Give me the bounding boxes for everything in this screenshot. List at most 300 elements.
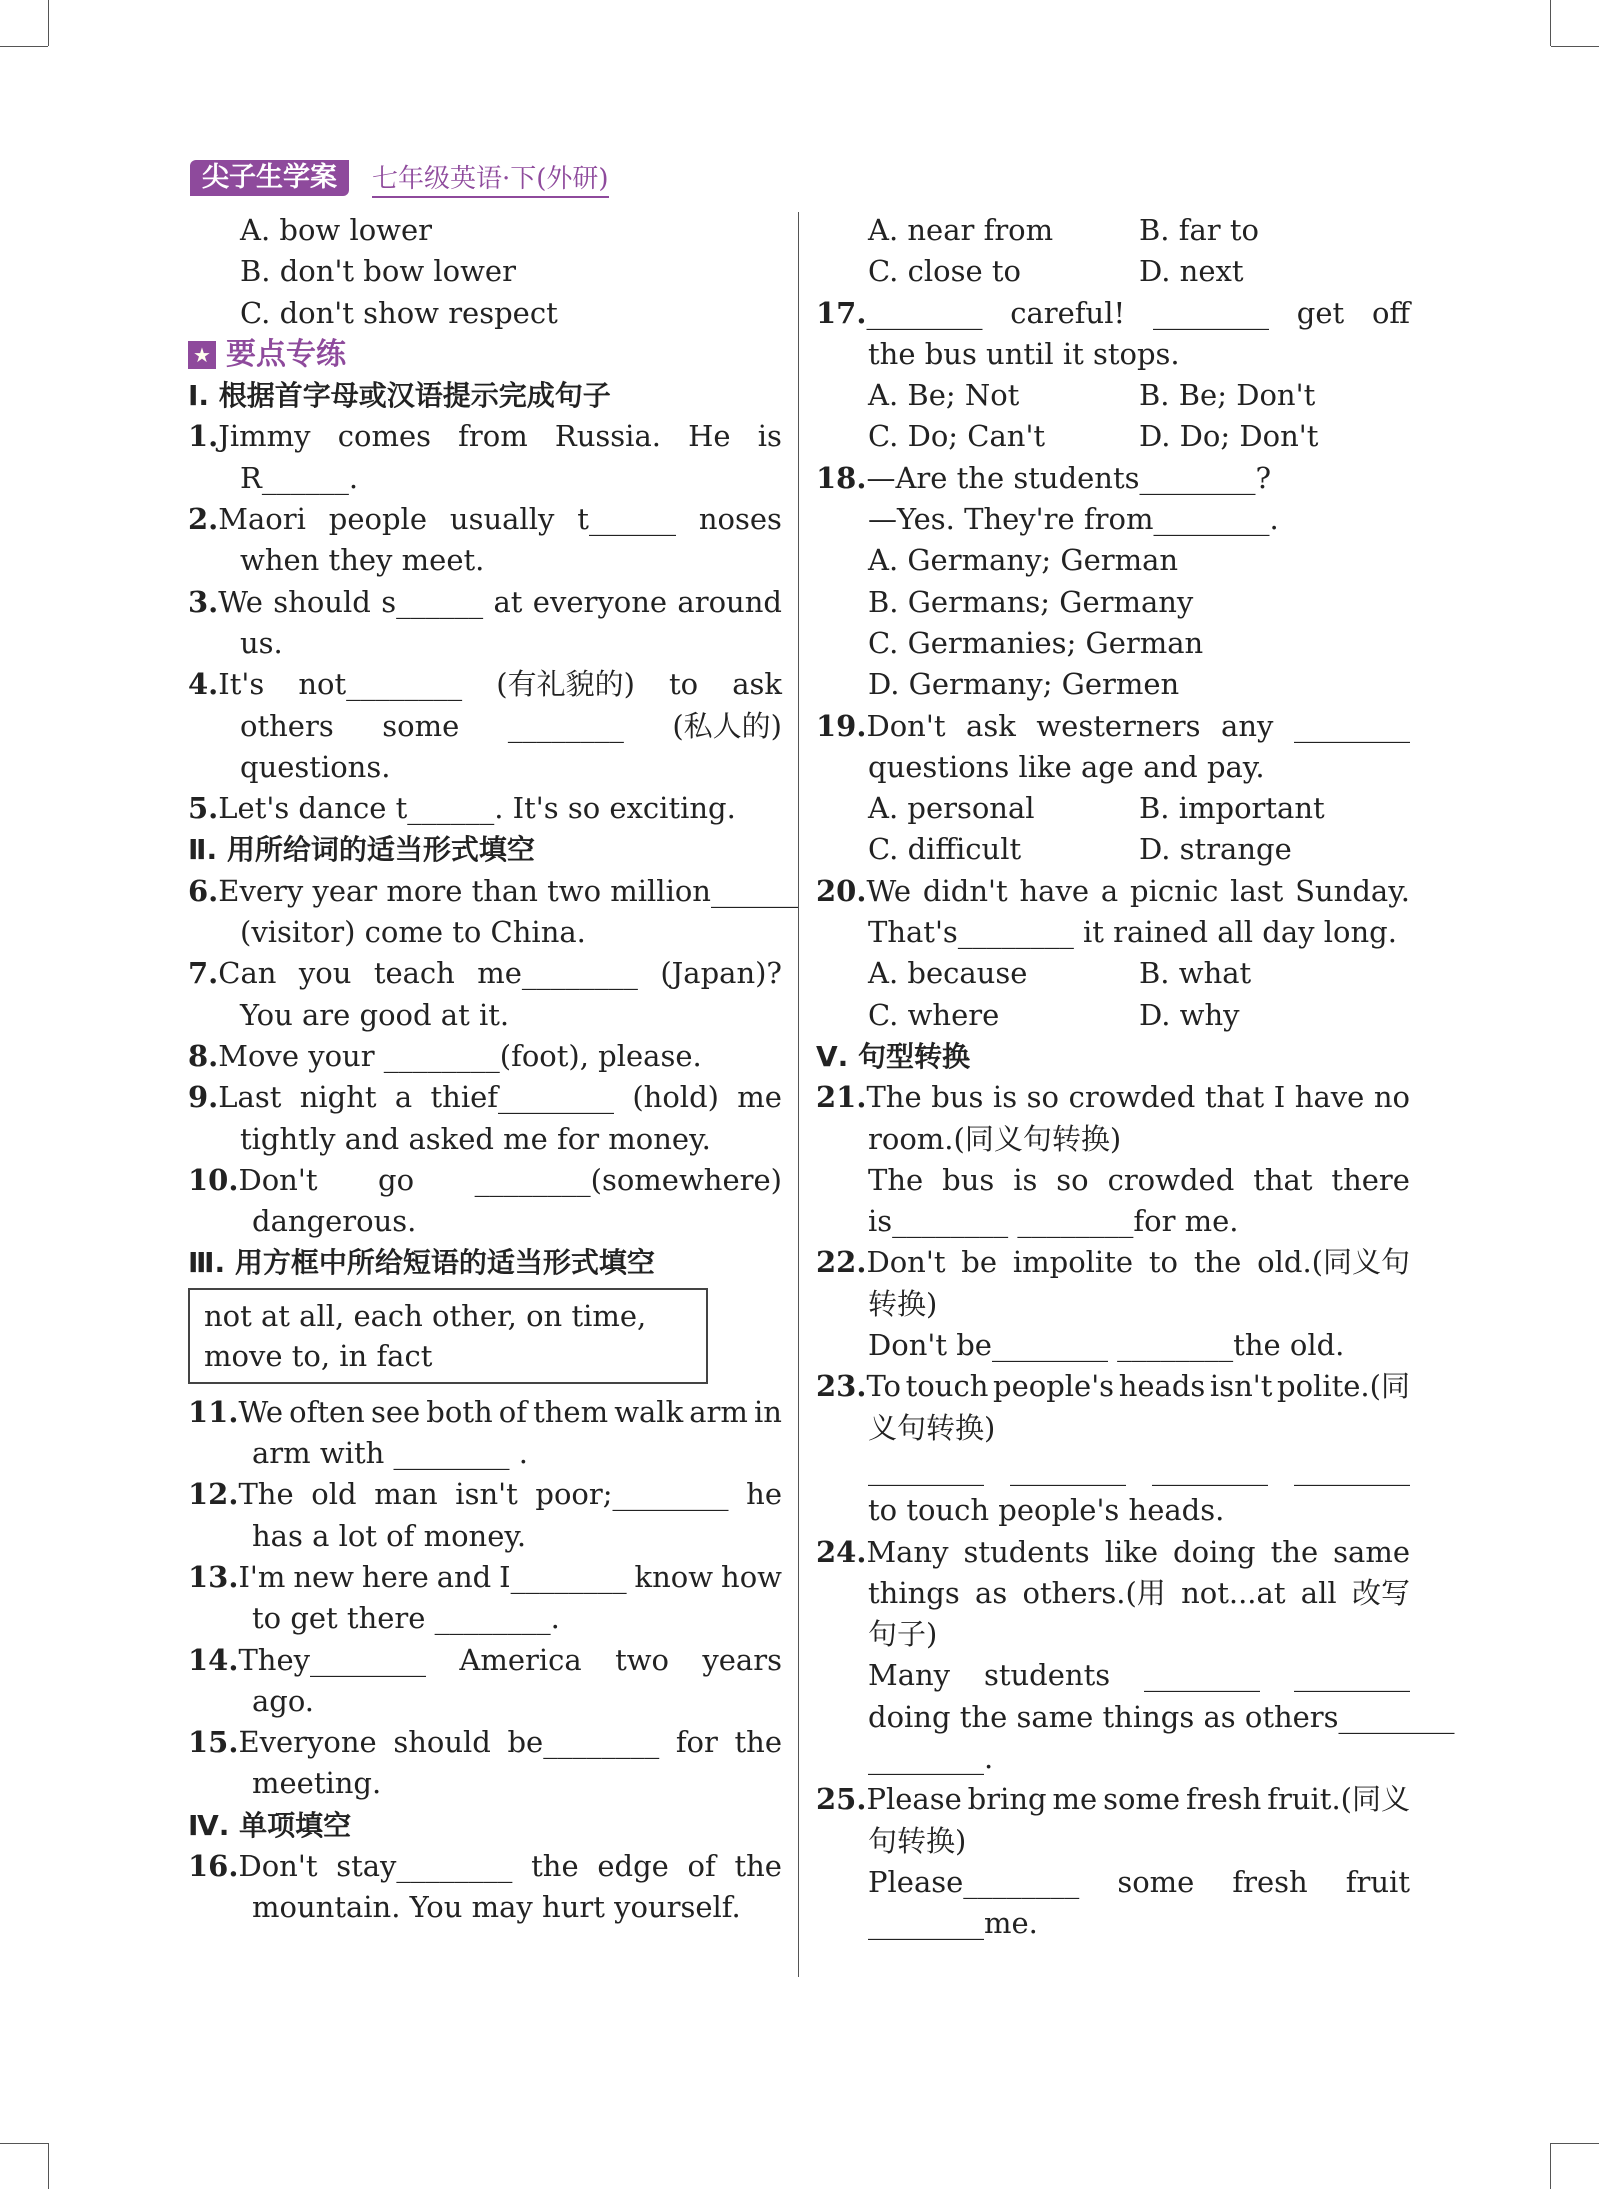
word: (Japan)? [660, 956, 782, 991]
word: Please________ [868, 1864, 1080, 1899]
question-line [188, 499, 782, 540]
word: The [238, 1477, 294, 1512]
option-a: C. close to [868, 254, 1021, 289]
question-line [188, 1557, 782, 1598]
question-number: 18. [816, 460, 867, 495]
text-line: to touch people's heads. [868, 1493, 1225, 1528]
book-series-badge: 尖子生学案 [190, 160, 349, 196]
key-practice-heading [188, 334, 782, 375]
text-line: 句转换) [868, 1823, 967, 1858]
question-line [188, 1640, 782, 1681]
word: ________ [1010, 1451, 1126, 1486]
option-b: B. what [1139, 956, 1252, 991]
question-number: 1. [188, 419, 219, 454]
word: me [1052, 1782, 1098, 1817]
option-row [816, 416, 1410, 457]
question-number: 19. [816, 708, 867, 743]
word: have [1294, 1080, 1365, 1115]
word: bring [967, 1782, 1047, 1817]
crop-mark [1550, 2143, 1551, 2189]
question-line [816, 1449, 1410, 1490]
option-b: B. Be; Don't [1139, 378, 1316, 413]
justified-words [238, 1392, 782, 1433]
word: poor;________ [535, 1477, 729, 1512]
question-number: 9. [188, 1080, 219, 1115]
text-line: D. Germany; Germen [868, 667, 1180, 702]
word: Maori [218, 502, 306, 537]
justified-words [218, 953, 782, 994]
question-number: 16. [188, 1848, 239, 1883]
word: last [1230, 873, 1284, 908]
text-line: mountain. You may hurt yourself. [252, 1890, 741, 1925]
phrase-box-line: move to, in fact [204, 1338, 433, 1373]
text-line: A. bow lower [240, 213, 433, 247]
question-number: 5. [188, 791, 219, 826]
word: Everyone [238, 1725, 377, 1760]
text-line: 转换) [868, 1286, 938, 1321]
text-line: You are good at it. [240, 997, 510, 1032]
question-line [816, 458, 1410, 499]
word: not________ [298, 667, 463, 702]
justified-words [866, 1077, 1410, 1118]
word: ________ [866, 295, 983, 330]
word: arm [689, 1394, 748, 1429]
word: isn't [455, 1477, 518, 1512]
justified-words [238, 1846, 782, 1887]
justified-words [240, 706, 782, 747]
text-line: us. [240, 625, 283, 660]
word: from [458, 419, 528, 454]
word: edge [597, 1848, 669, 1883]
word: off [1371, 295, 1410, 330]
justified-words [866, 871, 1410, 912]
question-number: 2. [188, 502, 219, 537]
word: We [866, 873, 912, 908]
text-line: R______. [240, 460, 359, 495]
word: I________ [499, 1559, 627, 1594]
word: ________ [868, 1451, 984, 1486]
word: that [1204, 1080, 1265, 1115]
word: is [1013, 1162, 1038, 1197]
word: often [289, 1394, 365, 1429]
question-number: 15. [188, 1725, 239, 1760]
word: see [370, 1394, 421, 1429]
word: I [1273, 1080, 1286, 1115]
word: should [273, 584, 371, 619]
option-row [816, 375, 1410, 416]
justified-words [868, 1862, 1410, 1903]
word: at [493, 584, 523, 619]
crop-mark [48, 0, 49, 46]
text-line: arm with ________ . [252, 1436, 528, 1471]
option-a: C. where [868, 997, 1000, 1032]
word: picnic [1130, 873, 1219, 908]
question-number: 4. [188, 667, 219, 702]
text-line: B. don't bow lower [240, 254, 516, 289]
justified-words [218, 582, 782, 623]
word: know [634, 1559, 714, 1594]
option-b: B. far to [1139, 213, 1259, 247]
word: here [361, 1559, 429, 1594]
word: heads [1118, 1369, 1206, 1404]
question-line [816, 1532, 1410, 1573]
word: old [311, 1477, 357, 1512]
word: usually [449, 502, 555, 537]
question-line [188, 871, 798, 912]
word: is [757, 419, 782, 454]
word: Can [218, 956, 277, 991]
justified-words [238, 1557, 782, 1598]
right-column [816, 210, 1455, 1944]
question-number: 21. [816, 1080, 867, 1115]
section-heading: Ⅰ. 根据首字母或汉语提示完成句子 [188, 379, 611, 413]
option-b: D. strange [1139, 832, 1292, 867]
word: ________ [1294, 1451, 1410, 1486]
section-heading: Ⅳ. 单项填空 [188, 1808, 352, 1842]
word: (hold) [632, 1080, 719, 1115]
word: thief________ [430, 1080, 615, 1115]
justified-words [866, 1242, 1410, 1283]
word: t______ [577, 502, 676, 537]
justified-words [866, 1366, 1410, 1407]
word: them [533, 1394, 609, 1429]
word: noses [698, 502, 782, 537]
option-a: A. because [868, 956, 1028, 991]
word: bus [931, 1080, 984, 1115]
section-heading: Ⅲ. 用方框中所给短语的适当形式填空 [188, 1246, 655, 1280]
book-subtitle: 七年级英语·下(外研) [372, 164, 609, 198]
word: They________ [238, 1642, 427, 1677]
key-practice-title: 要点专练 [226, 336, 346, 372]
word: (私人的) [672, 708, 782, 743]
word: I'm [238, 1559, 286, 1594]
question-number: 17. [816, 295, 867, 330]
question-number: 12. [188, 1477, 239, 1512]
word: go [378, 1162, 415, 1197]
question-number: 7. [188, 956, 219, 991]
word: ________ [1152, 295, 1269, 330]
word: Don't [866, 708, 946, 743]
word: stay________ [336, 1848, 513, 1883]
word: students [963, 1534, 1090, 1569]
word: no [1373, 1080, 1410, 1115]
word: Last [218, 1080, 282, 1115]
word: me [737, 1080, 782, 1115]
option-b: B. important [1139, 791, 1325, 826]
word: fruit [1345, 1864, 1410, 1899]
word: in [754, 1394, 782, 1429]
word: fresh [1186, 1782, 1262, 1817]
word: ________ [1152, 1451, 1268, 1486]
word: The [868, 1162, 924, 1197]
word: should [393, 1725, 491, 1760]
word: Sunday. [1295, 873, 1410, 908]
question-line [816, 293, 1410, 334]
text-line: doing the same things as others________ [868, 1699, 1455, 1734]
question-number: 20. [816, 873, 867, 908]
question-line [816, 1779, 1410, 1820]
question-line [188, 582, 782, 623]
word: around [677, 584, 782, 619]
word: people [328, 502, 427, 537]
word: be________ [507, 1725, 660, 1760]
word: that [1253, 1162, 1313, 1197]
question-text: Let's dance t______. It's so exciting. [218, 791, 736, 826]
word: some [1103, 1782, 1181, 1817]
word: some [382, 708, 460, 743]
justified-words [866, 1532, 1410, 1573]
option-a: A. near from [868, 213, 1054, 247]
word: impolite [1012, 1245, 1134, 1280]
word: ask [732, 667, 782, 702]
word: fresh [1232, 1864, 1308, 1899]
text-line: meeting. [252, 1766, 382, 1801]
section-heading: Ⅱ. 用所给词的适当形式填空 [188, 833, 535, 867]
justified-words [218, 664, 782, 705]
word: people's [993, 1369, 1115, 1404]
text-line: (visitor) come to China. [240, 915, 586, 950]
question-number: 10. [188, 1162, 239, 1197]
word: a [394, 1080, 413, 1115]
justified-words [866, 1779, 1410, 1820]
word: there [1331, 1162, 1410, 1197]
word: careful! [1010, 295, 1126, 330]
crop-mark [0, 2143, 48, 2144]
word: Don't [238, 1162, 318, 1197]
text-line: when they meet. [240, 543, 485, 578]
word: teach [373, 956, 455, 991]
option-a: C. Do; Can't [868, 419, 1046, 454]
question-line [816, 871, 1410, 912]
question-text: Move your ________(foot), please. [218, 1038, 702, 1073]
word: as [975, 1575, 1008, 1610]
word: the [734, 1725, 782, 1760]
word: ________ [507, 708, 624, 743]
text-line: to get there ________. [252, 1601, 560, 1636]
text-line: has a lot of money. [252, 1518, 527, 1553]
question-line [816, 1655, 1410, 1696]
option-row [816, 210, 1410, 251]
left-column [188, 210, 798, 1929]
word: doing [1173, 1534, 1256, 1569]
crop-mark [0, 46, 48, 47]
word: so [1056, 1162, 1089, 1197]
word: fruit.(同义 [1267, 1782, 1410, 1817]
text-line: C. don't show respect [240, 295, 558, 330]
word: the [734, 1848, 782, 1883]
word: didn't [922, 873, 1008, 908]
justified-words [238, 1474, 782, 1515]
option-row [816, 829, 1410, 870]
question-line [188, 788, 782, 829]
word: years [702, 1642, 782, 1677]
word: a [1100, 873, 1119, 908]
option-a: A. Be; Not [868, 378, 1020, 413]
text-line: ________me. [868, 1906, 1038, 1941]
text-line: —Yes. They're from________. [868, 502, 1279, 537]
question-number: 24. [816, 1534, 867, 1569]
word: crowded [1107, 1162, 1235, 1197]
text-line: ago. [252, 1683, 315, 1718]
word: To [866, 1369, 902, 1404]
question-line [816, 1862, 1410, 1903]
word: both [426, 1394, 493, 1429]
text-line: questions like age and pay. [868, 749, 1265, 784]
question-line [188, 1392, 782, 1433]
option-b: D. next [1139, 254, 1244, 289]
word: The [866, 1080, 922, 1115]
text-line: room.(同义句转换) [868, 1121, 1122, 1156]
justified-words [218, 1077, 782, 1118]
phrase-box [188, 1288, 708, 1384]
justified-words [868, 1160, 1410, 1201]
question-number: 6. [188, 873, 219, 908]
word: the [531, 1848, 579, 1883]
question-number: 22. [816, 1245, 867, 1280]
word: any [1221, 708, 1274, 743]
word: 改写 [1351, 1575, 1410, 1610]
word: not...at [1181, 1575, 1286, 1610]
question-line [188, 1036, 782, 1077]
word: new [293, 1559, 354, 1594]
question-line [188, 416, 782, 457]
word: to [669, 667, 699, 702]
word: Please [866, 1782, 962, 1817]
word: to [1148, 1245, 1178, 1280]
word: Many [866, 1534, 949, 1569]
word: walk [614, 1394, 684, 1429]
word: man [374, 1477, 438, 1512]
justified-words [866, 293, 1410, 334]
question-number: 11. [188, 1394, 239, 1429]
word: Jimmy [218, 419, 311, 454]
justified-words [238, 1640, 782, 1681]
word: like [1104, 1534, 1159, 1569]
word: for [675, 1725, 718, 1760]
justified-words [868, 1655, 1410, 1696]
option-row [816, 953, 1410, 994]
word: is [992, 1080, 1018, 1115]
word: ________ [1144, 1658, 1261, 1693]
text-line: questions. [240, 749, 391, 784]
word: the [1270, 1534, 1319, 1569]
text-line: B. Germans; Germany [868, 584, 1194, 619]
word: same [1333, 1534, 1410, 1569]
word: ________ [1293, 708, 1410, 743]
option-row [816, 251, 1410, 292]
question-line [188, 953, 782, 994]
word: me________ [477, 956, 638, 991]
word: crowded [1068, 1080, 1196, 1115]
word: he [746, 1477, 782, 1512]
question-line [188, 1722, 782, 1763]
word: We [238, 1394, 284, 1429]
text-line: A. Germany; German [868, 543, 1179, 578]
text-line: the bus until it stops. [868, 336, 1180, 371]
option-a: A. personal [868, 791, 1035, 826]
word: We [218, 584, 263, 619]
section-heading: Ⅴ. 句型转换 [816, 1039, 971, 1073]
word: It's [218, 667, 265, 702]
word: and [436, 1559, 492, 1594]
word: have [1019, 873, 1090, 908]
word: comes [337, 419, 431, 454]
justified-words [866, 706, 1410, 747]
text-line: ________. [868, 1740, 994, 1775]
text-line: C. Germanies; German [868, 625, 1204, 660]
question-text: Every year more than two million______ [218, 873, 798, 908]
question-number: 25. [816, 1782, 867, 1817]
word: Many [868, 1658, 951, 1693]
word: so [1026, 1080, 1060, 1115]
word: touch [905, 1369, 989, 1404]
text-line: Don't be________ ________the old. [868, 1328, 1345, 1363]
word: westerners [1036, 708, 1201, 743]
word: everyone [532, 584, 668, 619]
word: s______ [381, 584, 484, 619]
word: (有礼貌的) [496, 667, 635, 702]
word: some [1117, 1864, 1195, 1899]
crop-mark [1550, 0, 1551, 46]
crop-mark [48, 2143, 49, 2189]
text-line: is________ ________for me. [868, 1204, 1239, 1239]
word: ask [966, 708, 1016, 743]
question-number: 8. [188, 1038, 219, 1073]
option-b: D. why [1139, 997, 1240, 1032]
question-line [816, 1160, 1410, 1201]
justified-words [868, 1449, 1410, 1490]
word: students [983, 1658, 1111, 1693]
star-icon: ★ [188, 341, 216, 369]
crop-mark [1551, 2143, 1599, 2144]
question-line [816, 1077, 1410, 1118]
word: Russia. [554, 419, 661, 454]
word: of [498, 1394, 527, 1429]
question-line [188, 1160, 782, 1201]
word: two [615, 1642, 669, 1677]
word: ________(somewhere) [474, 1162, 782, 1197]
word: all [1300, 1575, 1337, 1610]
text-line: 义句转换) [868, 1410, 996, 1445]
word: how [721, 1559, 782, 1594]
question-number: 23. [816, 1369, 867, 1404]
option-row [816, 995, 1410, 1036]
option-b: D. Do; Don't [1139, 419, 1319, 454]
justified-words [238, 1722, 782, 1763]
option-a: C. difficult [868, 832, 1022, 867]
word: polite.(同 [1277, 1369, 1410, 1404]
question-number: 3. [188, 584, 219, 619]
word: night [299, 1080, 377, 1115]
word: Don't [866, 1245, 946, 1280]
question-number: 14. [188, 1642, 239, 1677]
word: He [688, 419, 731, 454]
word: ________ [1293, 1658, 1410, 1693]
word: things [868, 1575, 960, 1610]
text-line: dangerous. [252, 1204, 417, 1239]
word: old.(同义句 [1257, 1245, 1410, 1280]
question-line [188, 1077, 782, 1118]
justified-words [218, 499, 782, 540]
word: others [240, 708, 334, 743]
justified-words [238, 1160, 782, 1201]
text-line: 句子) [868, 1617, 938, 1652]
justified-words [868, 1573, 1410, 1614]
word: you [298, 956, 352, 991]
text-line: That's________ it rained all day long. [868, 915, 1397, 950]
word: isn't [1209, 1369, 1273, 1404]
option-row [816, 788, 1410, 829]
